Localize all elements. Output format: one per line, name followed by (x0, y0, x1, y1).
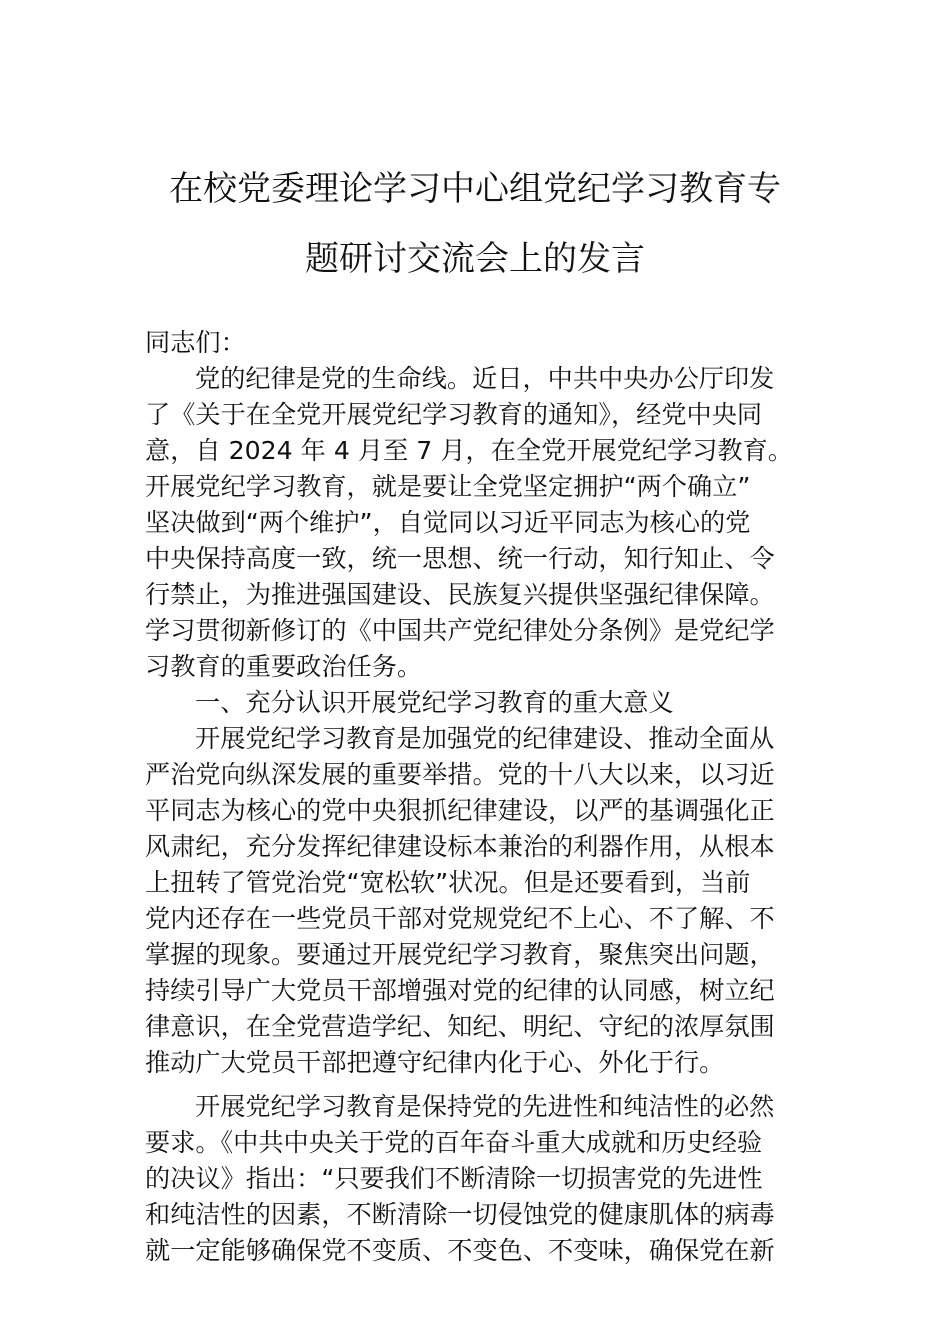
paragraph-line: 严治党向纵深发展的重要举措。党的十八大以来，以习近 (145, 760, 775, 789)
paragraph-line: 开展党纪学习教育是加强党的纪律建设、推动全面从 (195, 724, 775, 753)
paragraph-line: 党内还存在一些党员干部对党规党纪不上心、不了解、不 (145, 904, 775, 933)
paragraph-line: 风肃纪，充分发挥纪律建设标本兼治的利器作用，从根本 (145, 832, 775, 861)
paragraph-line: 上扭转了管党治党“宽松软”状况。但是还要看到，当前 (145, 868, 751, 897)
document-body (145, 325, 810, 1269)
paragraph-line: 意，自 2024 年 4 月至 7 月，在全党开展党纪学习教育。 (145, 436, 793, 465)
paragraph-intro (145, 361, 810, 685)
paragraph-line: 要求。《中共中央关于党的百年奋斗重大成就和历史经验 (145, 1128, 763, 1157)
paragraph-line: 推动广大党员干部把遵守纪律内化于心、外化于行。 (145, 1048, 725, 1077)
paragraph-line: 坚决做到“两个维护”，自觉同以习近平同志为核心的党 (145, 508, 751, 537)
paragraph-line: 党的纪律是党的生命线。近日，中共中央办公厅印发 (195, 364, 775, 393)
paragraph-line: 平同志为核心的党中央狠抓纪律建设，以严的基调强化正 (145, 796, 775, 825)
document-title-line-2: 题研讨交流会上的发言 (305, 239, 645, 279)
section-heading (145, 685, 810, 721)
paragraph-line: 开展党纪学习教育是保持党的先进性和纯洁性的必然 (195, 1092, 775, 1121)
document-title-line-1: 在校党委理论学习中心组党纪学习教育专 (169, 169, 781, 209)
paragraph-significance-2 (145, 1089, 810, 1269)
paragraph-line: 行禁止，为推进强国建设、民族复兴提供坚强纪律保障。 (145, 580, 775, 609)
paragraph-line: 习教育的重要政治任务。 (145, 652, 423, 681)
paragraph-line: 就一定能够确保党不变质、不变色、不变味，确保党在新 (145, 1236, 775, 1265)
paragraph-line: 中央保持高度一致，统一思想、统一行动，知行知止、令 (145, 544, 775, 573)
salutation: 同志们： (145, 328, 246, 357)
paragraph-spacer (145, 1081, 810, 1089)
paragraph-line: 的决议》指出：“只要我们不断清除一切损害党的先进性 (145, 1164, 763, 1193)
paragraph-line: 持续引导广大党员干部增强对党的纪律的认同感，树立纪 (145, 976, 775, 1005)
paragraph-line: 和纯洁性的因素，不断清除一切侵蚀党的健康肌体的病毒 (145, 1200, 775, 1229)
paragraph-line: 律意识，在全党营造学纪、知纪、明纪、守纪的浓厚氛围 (145, 1012, 775, 1041)
paragraph-line: 了《关于在全党开展党纪学习教育的通知》，经党中央同 (145, 400, 763, 429)
section-heading-text: 一、充分认识开展党纪学习教育的重大意义 (195, 688, 674, 717)
paragraph-line: 学习贯彻新修订的《中国共产党纪律处分条例》是党纪学 (145, 616, 775, 645)
paragraph-line: 掌握的现象。要通过开展党纪学习教育，聚焦突出问题， (145, 940, 775, 969)
paragraph-significance-1 (145, 721, 810, 1081)
paragraph-line: 开展党纪学习教育，就是要让全党坚定拥护“两个确立” (145, 472, 751, 501)
